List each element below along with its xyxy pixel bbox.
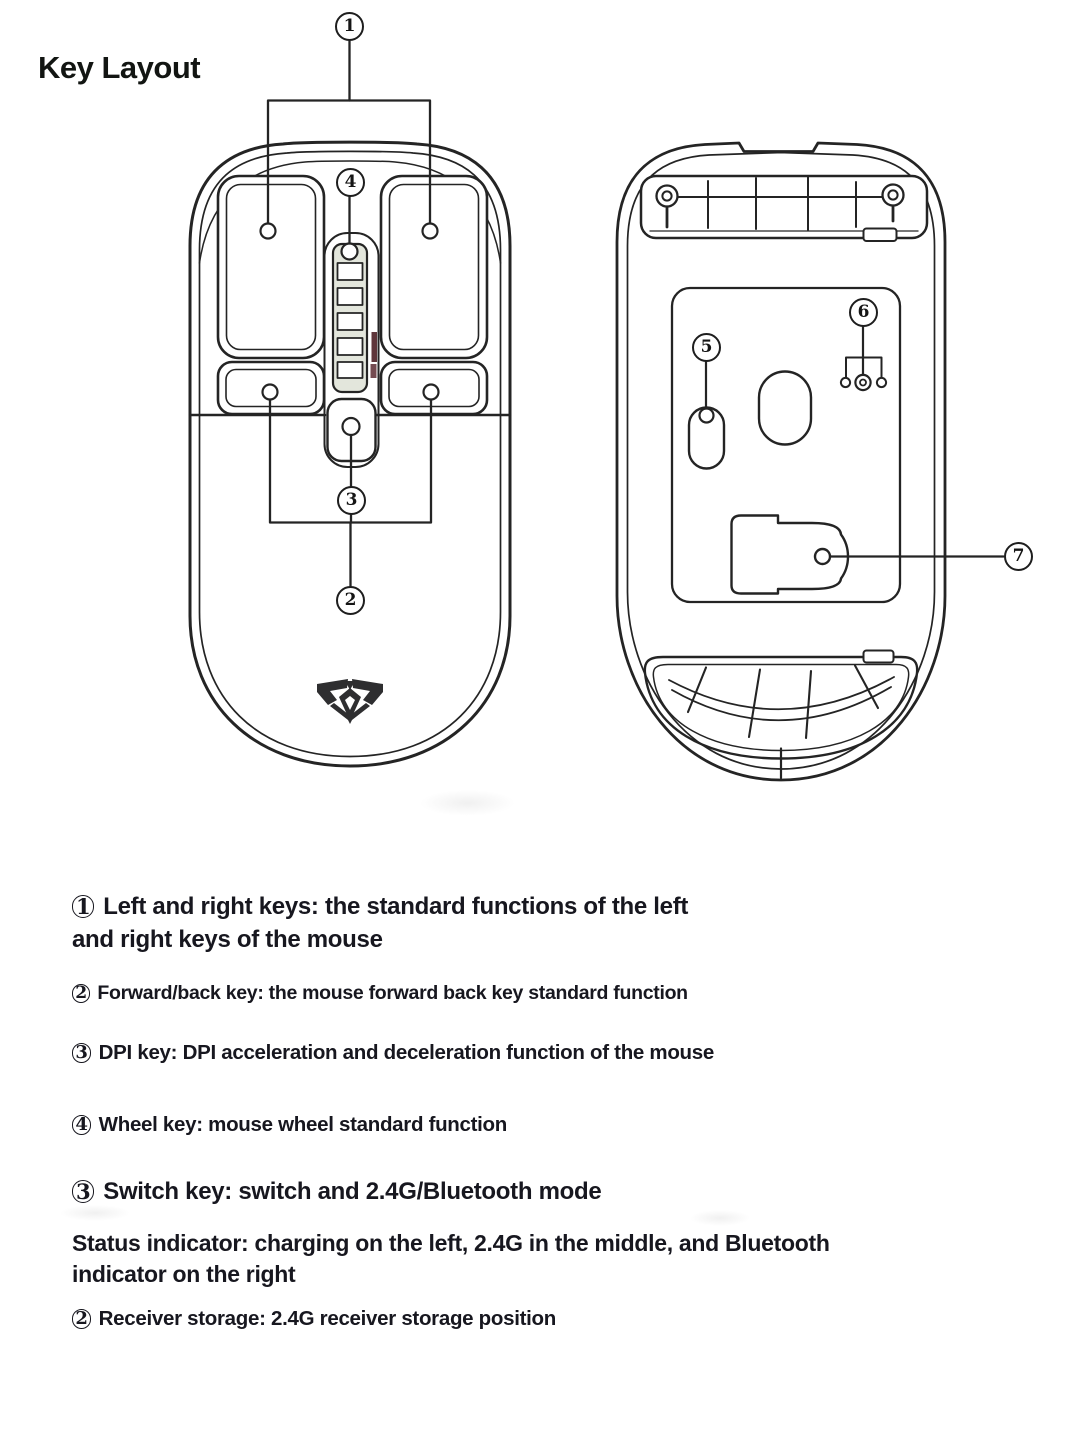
indicator-led-center — [855, 375, 870, 390]
circled-number: 4 — [72, 1115, 91, 1134]
legend-text: Left and right keys: the standard functions of the left — [103, 893, 689, 920]
page-title: Key Layout — [38, 50, 201, 85]
scan-artifact-red-1 — [372, 332, 378, 362]
receiver-callout-point — [815, 549, 830, 564]
callout-receiver-storage: 7 — [1004, 542, 1033, 571]
legend-text: Switch key: switch and 2.4G/Bluetooth mode — [103, 1178, 602, 1205]
legend-item-wheel-key — [72, 1112, 507, 1138]
callout-switch-key: 5 — [692, 333, 721, 362]
legend-item-forward-back-key — [72, 981, 688, 1006]
bottom-pad-arc-2 — [672, 687, 891, 720]
legend-item-status-indicator — [72, 1228, 830, 1290]
back-key-callout-point — [424, 385, 439, 400]
forward-key-callout-point — [263, 385, 278, 400]
aula-logo-icon — [317, 679, 383, 724]
scan-smudge — [420, 790, 515, 816]
bottom-pad-notch — [864, 651, 894, 663]
legend-item-dpi-key — [72, 1040, 714, 1066]
legend-text-continued: indicator on the right — [72, 1261, 296, 1287]
circled-number: 1 — [72, 895, 94, 917]
bottom-glide-pad — [645, 657, 917, 759]
left-button-panel — [218, 176, 324, 358]
legend-text: DPI key: DPI acceleration and deceleration function of the mouse — [98, 1041, 714, 1064]
callout-status-indicator: 6 — [849, 298, 878, 327]
callout-dpi-key: 3 — [337, 486, 366, 515]
legend-text-continued: and right keys of the mouse — [72, 926, 383, 953]
left-key-callout-point — [261, 224, 276, 239]
wheel-callout-point — [342, 244, 358, 260]
circled-number: 3 — [72, 1180, 94, 1202]
callout-left-right-keys: 1 — [335, 12, 364, 41]
circled-number: 3 — [72, 1043, 91, 1062]
callout-wheel-key: 4 — [336, 168, 365, 197]
dpi-callout-point — [343, 418, 360, 435]
indicator-led-right — [877, 378, 886, 387]
mouse-bottom-view — [617, 143, 1004, 780]
legend-text: Status indicator: charging on the left, 2.4G in the middle, and Bluetooth — [72, 1230, 830, 1256]
pad-notch — [864, 229, 897, 242]
scan-smudge — [690, 1210, 750, 1226]
switch-callout-point — [700, 409, 714, 423]
legend-item-left-right-keys — [72, 890, 688, 956]
indicator-led-left — [841, 378, 850, 387]
callout-forward-back-key: 2 — [336, 586, 365, 615]
screw-right — [883, 185, 904, 206]
legend-item-receiver-storage — [72, 1306, 556, 1332]
sensor-window — [759, 372, 811, 445]
bottom-body-outline-inner — [628, 153, 935, 770]
legend-text: Receiver storage: 2.4G receiver storage position — [98, 1307, 556, 1330]
circled-number: 2 — [72, 1309, 91, 1328]
right-key-callout-point — [423, 224, 438, 239]
legend-item-switch-key — [72, 1175, 601, 1208]
scan-smudge — [60, 1205, 130, 1221]
mouse-top-view — [190, 41, 510, 766]
legend-text: Forward/back key: the mouse forward back key standard function — [97, 982, 688, 1004]
bottom-pad-ticks — [688, 666, 878, 739]
scan-artifact-red-2 — [371, 364, 377, 378]
right-button-panel — [381, 176, 487, 358]
circled-number: 2 — [72, 984, 90, 1002]
screw-left — [657, 186, 678, 207]
legend-text: Wheel key: mouse wheel standard function — [98, 1113, 508, 1136]
